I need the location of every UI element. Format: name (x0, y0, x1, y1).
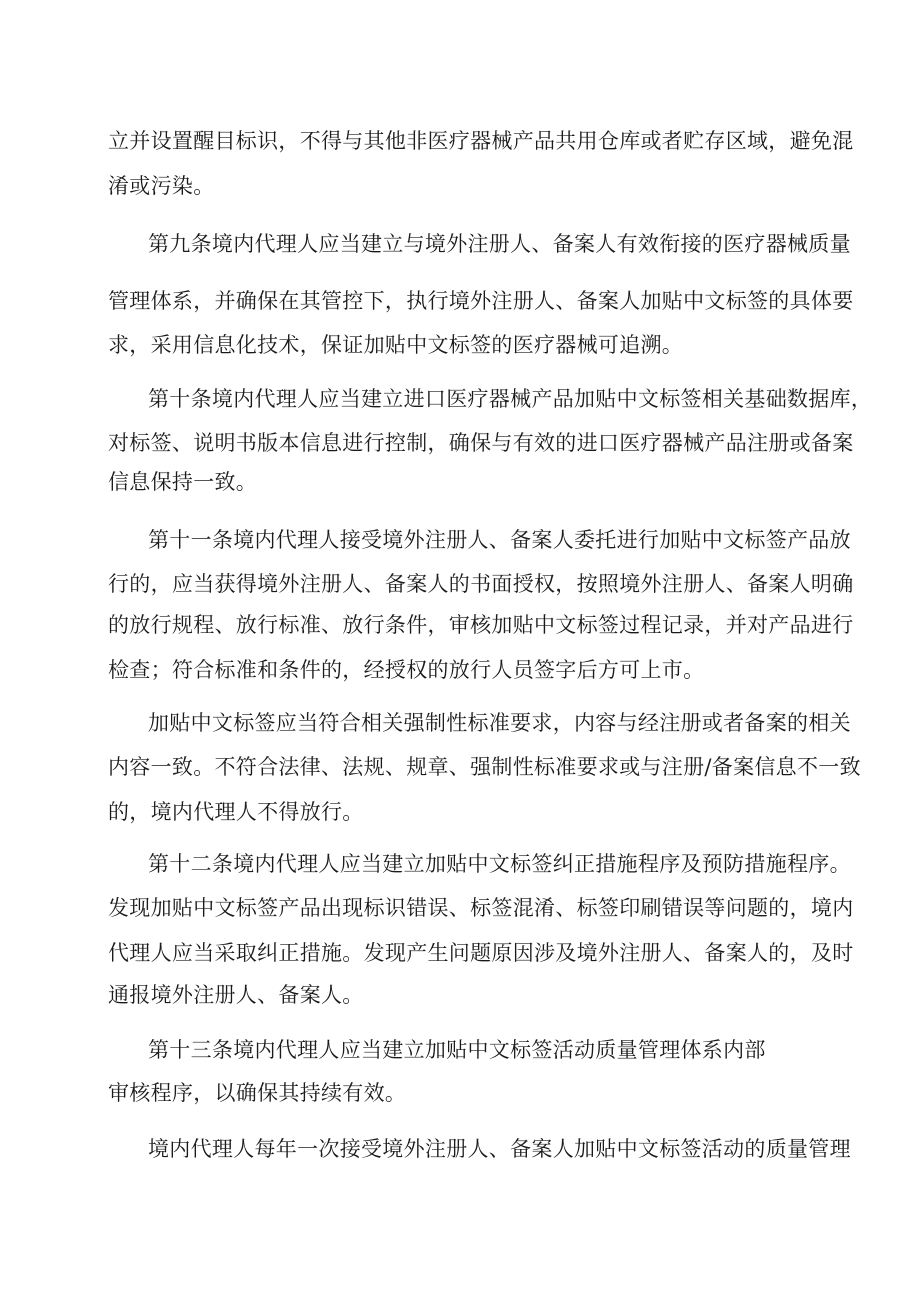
text-line: 立并设置醒目标识，不得与其他非医疗器械产品共用仓库或者贮存区域，避免混 (108, 129, 854, 153)
paragraph-12-line: 通报境外注册人、备案人。 (108, 983, 364, 1007)
paragraph-11-line: 检查；符合标准和条件的，经授权的放行人员签字后方可上市。 (108, 658, 705, 682)
paragraph-label-line: 的，境内代理人不得放行。 (108, 800, 364, 824)
text-line: 淆或污染。 (108, 174, 215, 198)
paragraph-11-line: 第十一条境内代理人接受境外注册人、备案人委托进行加贴中文标签产品放 (148, 528, 851, 552)
paragraph-label-line: 加贴中文标签应当符合相关强制性标准要求，内容与经注册或者备案的相关 (148, 711, 851, 735)
paragraph-10-line: 对标签、说明书版本信息进行控制，确保与有效的进口医疗器械产品注册或备案 (108, 431, 854, 455)
paragraph-9-line: 求，采用信息化技术，保证加贴中文标签的医疗器械可追溯。 (108, 333, 684, 357)
paragraph-12-line: 代理人应当采取纠正措施。发现产生问题原因涉及境外注册人、备案人的，及时 (108, 941, 854, 965)
paragraph-11-line: 行的，应当获得境外注册人、备案人的书面授权，按照境外注册人、备案人明确 (108, 572, 854, 596)
paragraph-12-line: 第十二条境内代理人应当建立加贴中文标签纠正措施程序及预防措施程序。 (148, 852, 851, 876)
paragraph-11-line: 的放行规程、放行标准、放行条件，审核加贴中文标签过程记录，并对产品进行 (108, 613, 854, 637)
paragraph-12-line: 发现加贴中文标签产品出现标识错误、标签混淆、标签印刷错误等问题的，境内 (108, 896, 854, 920)
paragraph-13-line: 第十三条境内代理人应当建立加贴中文标签活动质量管理体系内部 (148, 1038, 766, 1062)
paragraph-14-line: 境内代理人每年一次接受境外注册人、备案人加贴中文标签活动的质量管理 (148, 1137, 851, 1161)
paragraph-9-line: 管理体系，并确保在其管控下，执行境外注册人、备案人加贴中文标签的具体要 (108, 289, 854, 313)
paragraph-label-line: 内容一致。不符合法律、法规、规章、强制性标准要求或与注册/备案信息不一致 (108, 755, 861, 779)
paragraph-9-line: 第九条境内代理人应当建立与境外注册人、备案人有效衔接的医疗器械质量 (148, 232, 851, 256)
paragraph-13-line: 审核程序，以确保其持续有效。 (108, 1081, 407, 1105)
paragraph-10-line: 信息保持一致。 (108, 470, 258, 494)
paragraph-10-line: 第十条境内代理人应当建立进口医疗器械产品加贴中文标签相关基础数据库， (148, 387, 873, 411)
